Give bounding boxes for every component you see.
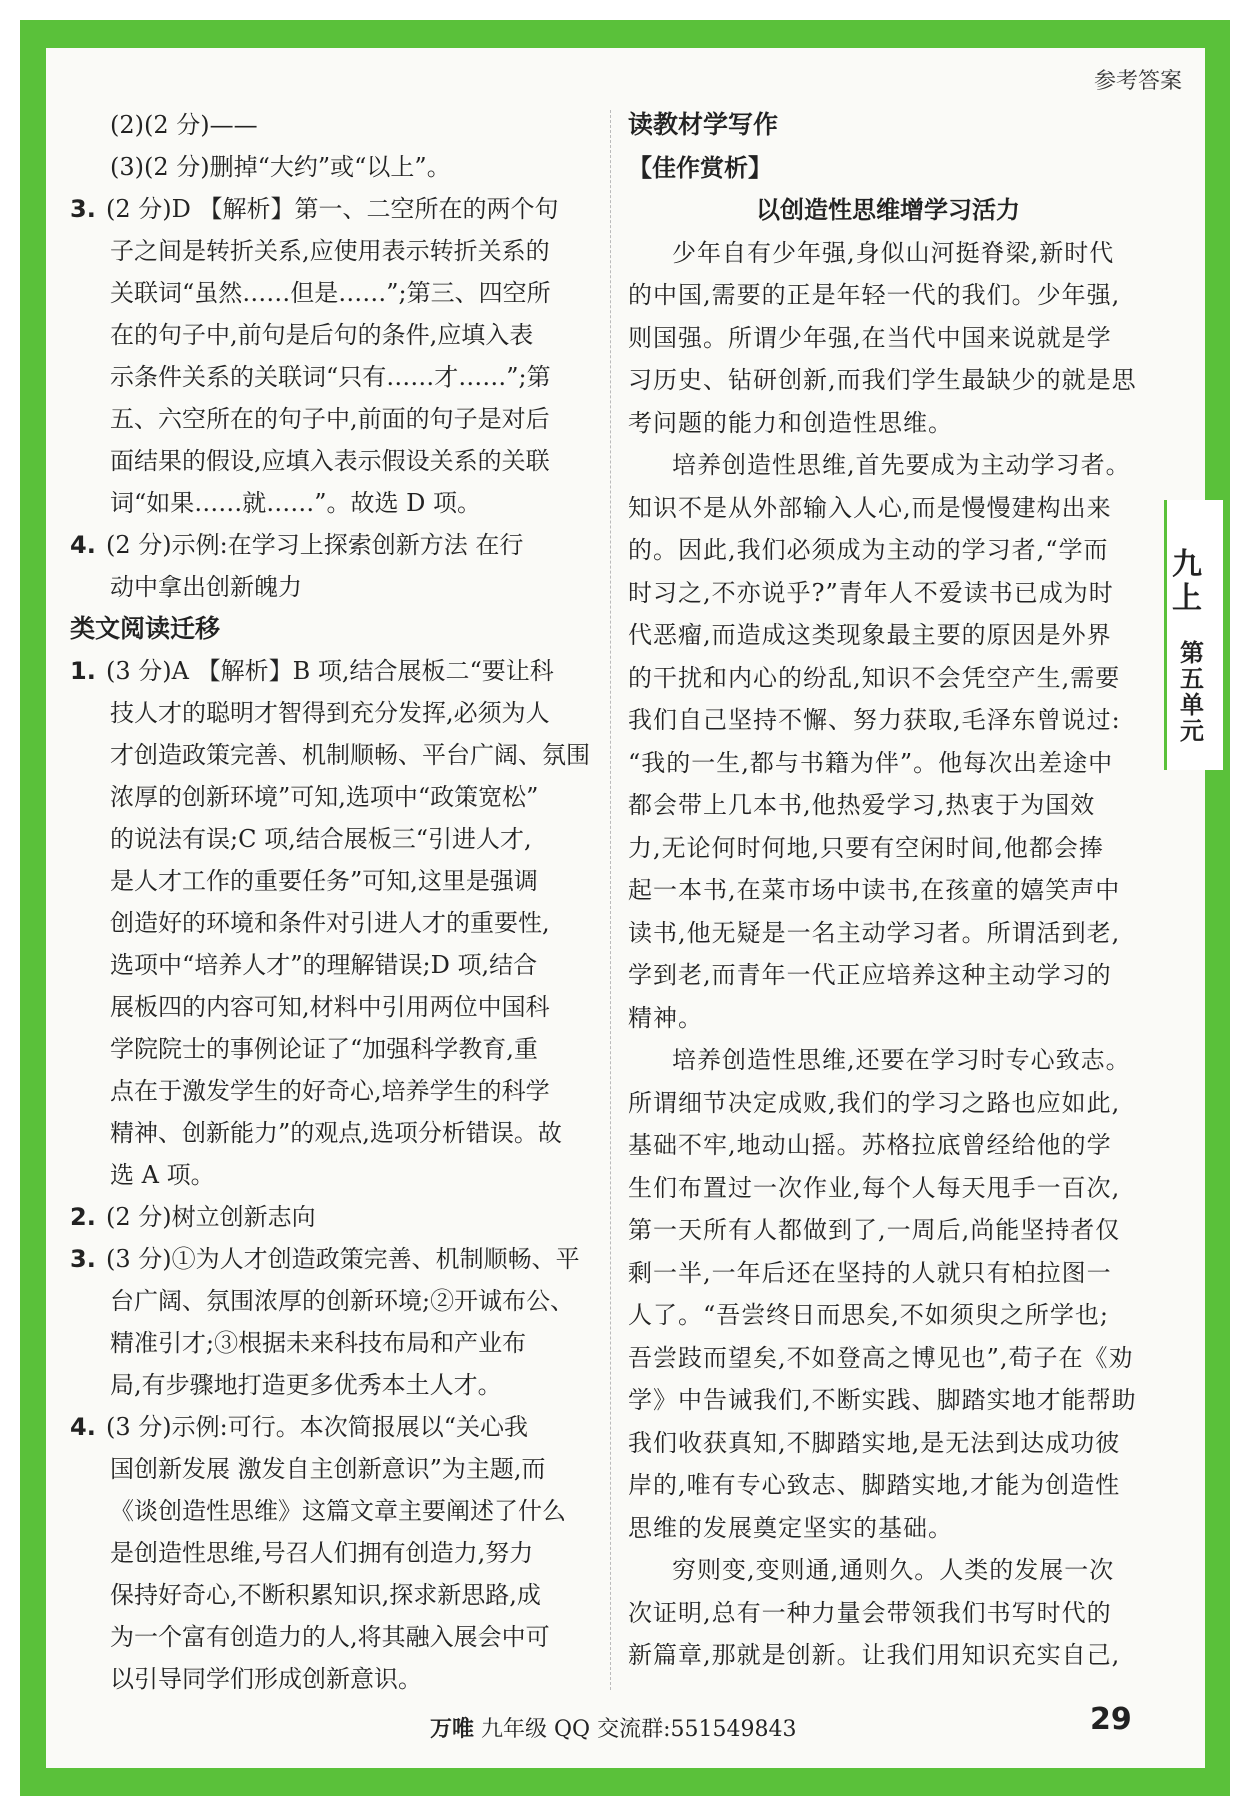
- answer-text: 才创造政策完善、机制顺畅、平台广阔、氛围: [110, 741, 590, 769]
- essay-line: 时习之,不亦说乎?”青年人不爱读书已成为时: [628, 578, 1114, 607]
- page-number: 29: [1090, 1702, 1132, 1737]
- answer-line: (2)(2 分)——: [110, 111, 258, 139]
- essay-line: 所谓细节决定成败,我们的学习之路也应如此,: [628, 1088, 1121, 1117]
- answer-text: 精准引才;③根据未来科技布局和产业布: [110, 1329, 527, 1357]
- essay-title: 以创造性思维增学习活力: [756, 196, 1020, 224]
- side-tab-grade: 九上: [1172, 547, 1202, 616]
- essay-line: 的中国,需要的正是年轻一代的我们。少年强,: [628, 281, 1121, 309]
- answer-item-4: [70, 524, 600, 608]
- essay-line: 考问题的能力和创造性思维。: [628, 408, 953, 437]
- answer-text: 在的句子中,前句是后句的条件,应填入表: [110, 321, 534, 349]
- answer-text: 子之间是转折关系,应使用表示转折关系的: [110, 237, 550, 265]
- answer-line: (3)(2 分)删掉“大约”或“以上”。: [110, 153, 451, 181]
- essay-line: 我们收获真知,不脚踏实地,是无法到达成功彼: [628, 1428, 1121, 1457]
- essay-line: 少年自有少年强,身似山河挺脊梁,新时代: [672, 238, 1115, 267]
- side-tab-unit: 第五单元: [1180, 639, 1204, 745]
- answer-text: 选 A 项。: [110, 1161, 215, 1189]
- essay-line: 知识不是从外部输入人心,而是慢慢建构出来: [628, 493, 1112, 522]
- essay-line: 学》中告诫我们,不断实践、脚踏实地才能帮助: [628, 1386, 1137, 1414]
- answer-text: 是创造性思维,号召人们拥有创造力,努力: [110, 1539, 534, 1567]
- answer-text: 动中拿出创新魄力: [110, 573, 302, 601]
- essay-line: 剩一半,一年后还在坚持的人就只有柏拉图一: [628, 1258, 1112, 1287]
- answer-text: 展板四的内容可知,材料中引用两位中国科: [110, 993, 550, 1021]
- answer-text: 浓厚的创新环境”可知,选项中“政策宽松”: [110, 783, 539, 811]
- item-number: 4.: [70, 531, 96, 559]
- essay-line: 我们自己坚持不懈、努力获取,毛泽东曾说过:: [628, 706, 1121, 734]
- answer-text: 示条件关系的关联词“只有……才……”;第: [110, 363, 551, 391]
- essay-line: 第一天所有人都做到了,一周后,尚能坚持者仅: [628, 1216, 1121, 1244]
- answer-item-3: [70, 188, 600, 524]
- page-border-right: [1205, 20, 1230, 1796]
- section-item-1: [70, 650, 600, 1196]
- essay-line: 学到老,而青年一代正应培养这种主动学习的: [628, 961, 1112, 989]
- essay-line: 读书,他无疑是一名主动学习者。所谓活到老,: [628, 918, 1121, 947]
- answer-text: 词“如果……就……”。故选 D 项。: [110, 489, 482, 517]
- answer-text: 创造好的环境和条件对引进人才的重要性,: [110, 909, 550, 937]
- answer-text: (2 分)D 【解析】第一、二空所在的两个句: [106, 195, 559, 223]
- page-border-left: [20, 20, 46, 1796]
- answer-text: (2 分)树立创新志向: [106, 1203, 316, 1231]
- answer-text: 精神、创新能力”的观点,选项分析错误。故: [110, 1119, 562, 1147]
- answer-text: 的说法有误;C 项,结合展板三“引进人才,: [110, 825, 532, 853]
- essay-line: 都会带上几本书,他热爱学习,热衷于为国效: [628, 791, 1096, 819]
- essay-line: 则国强。所谓少年强,在当代中国来说就是学: [628, 323, 1112, 352]
- section-title: 读教材学写作: [628, 110, 779, 139]
- item-number: 4.: [70, 1413, 96, 1441]
- left-column: [70, 104, 600, 1700]
- answer-text: 面结果的假设,应填入表示假设关系的关联: [110, 447, 550, 475]
- answer-text: (3 分)示例:可行。本次简报展以“关心我: [106, 1413, 528, 1441]
- essay-line: 习历史、钻研创新,而我们学生最缺少的就是思: [628, 366, 1137, 394]
- page-border-bottom: [20, 1768, 1230, 1796]
- answer-text: 点在于激发学生的好奇心,培养学生的科学: [110, 1077, 550, 1105]
- essay-line: 力,无论何时何地,只要有空闲时间,他都会捧: [628, 833, 1104, 862]
- essay-line: 吾尝跂而望矣,不如登高之博见也”,荀子在《劝: [628, 1343, 1134, 1372]
- answer-text: 局,有步骤地打造更多优秀本土人才。: [110, 1371, 502, 1399]
- answer-text: 是人才工作的重要任务”可知,这里是强调: [110, 867, 538, 895]
- footer: [430, 1712, 796, 1743]
- answer-text: (3 分)A 【解析】B 项,结合展板二“要让科: [106, 657, 554, 685]
- answer-text: 关联词“虽然……但是……”;第三、四空所: [110, 279, 551, 307]
- answer-text: 保持好奇心,不断积累知识,探求新思路,成: [110, 1581, 541, 1609]
- essay-line: 起一本书,在菜市场中读书,在孩童的嬉笑声中: [628, 876, 1121, 904]
- item-number: 3.: [70, 1245, 96, 1273]
- essay-line: 穷则变,变则通,通则久。人类的发展一次: [672, 1556, 1115, 1584]
- item-number: 3.: [70, 195, 96, 223]
- answer-text: 五、六空所在的句子中,前面的句子是对后: [110, 405, 550, 433]
- page-border-top: [20, 20, 1230, 48]
- essay-line: 岸的,唯有专心致志、脚踏实地,才能为创造性: [628, 1471, 1121, 1499]
- answer-text: 为一个富有创造力的人,将其融入展会中可: [110, 1623, 550, 1651]
- essay-line: 精神。: [628, 1003, 703, 1032]
- answer-text: 以引导同学们形成创新意识。: [110, 1665, 422, 1693]
- answer-text: 台广阔、氛围浓厚的创新环境;②开诚布公、: [110, 1287, 575, 1315]
- section-item-4: [70, 1406, 600, 1700]
- item-number: 1.: [70, 657, 96, 685]
- footer-text: 九年级 QQ 交流群:551549843: [481, 1717, 797, 1742]
- essay-line: 培养创造性思维,还要在学习时专心致志。: [672, 1046, 1131, 1074]
- answer-text: 选项中“培养人才”的理解错误;D 项,结合: [110, 951, 538, 979]
- essay-line: 思维的发展奠定坚实的基础。: [628, 1513, 953, 1542]
- column-divider: [610, 110, 611, 1690]
- essay-line: 代恶瘤,而造成这类现象最主要的原因是外界: [628, 621, 1112, 649]
- essay-line: 人了。“吾尝终日而思矣,不如须臾之所学也;: [628, 1301, 1109, 1329]
- essay-line: 基础不牢,地动山摇。苏格拉底曾经给他的学: [628, 1131, 1112, 1159]
- right-column: [628, 104, 1148, 1677]
- answer-text: 国创新发展 激发自主创新意识”为主题,而: [110, 1455, 546, 1483]
- answer-text: (2 分)示例:在学习上探索创新方法 在行: [106, 531, 524, 559]
- answer-text: 技人才的聪明才智得到充分发挥,必须为人: [110, 699, 550, 727]
- essay-line: 的干扰和内心的纷乱,知识不会凭空产生,需要: [628, 663, 1121, 692]
- section-item-2: [70, 1196, 600, 1238]
- section-title: 类文阅读迁移: [70, 614, 221, 643]
- essay-line: “我的一生,都与书籍为伴”。他每次出差途中: [628, 748, 1114, 777]
- item-number: 2.: [70, 1203, 96, 1231]
- essay-line: 新篇章,那就是创新。让我们用知识充实自己,: [628, 1641, 1121, 1669]
- answer-text: (3 分)①为人才创造政策完善、机制顺畅、平: [106, 1245, 580, 1273]
- brand-logo: 万唯: [430, 1717, 475, 1742]
- essay-line: 培养创造性思维,首先要成为主动学习者。: [672, 451, 1131, 479]
- header-label: 参考答案: [1093, 69, 1182, 94]
- essay-line: 次证明,总有一种力量会带领我们书写时代的: [628, 1598, 1112, 1627]
- essay-line: 生们布置过一次作业,每个人每天甩手一百次,: [628, 1173, 1121, 1202]
- answer-text: 《谈创造性思维》这篇文章主要阐述了什么: [110, 1497, 566, 1525]
- subsection-title: 【佳作赏析】: [628, 153, 772, 182]
- answer-text: 学院院士的事例论证了“加强科学教育,重: [110, 1035, 538, 1063]
- essay-line: 的。因此,我们必须成为主动的学习者,“学而: [628, 536, 1109, 564]
- section-item-3: [70, 1238, 600, 1406]
